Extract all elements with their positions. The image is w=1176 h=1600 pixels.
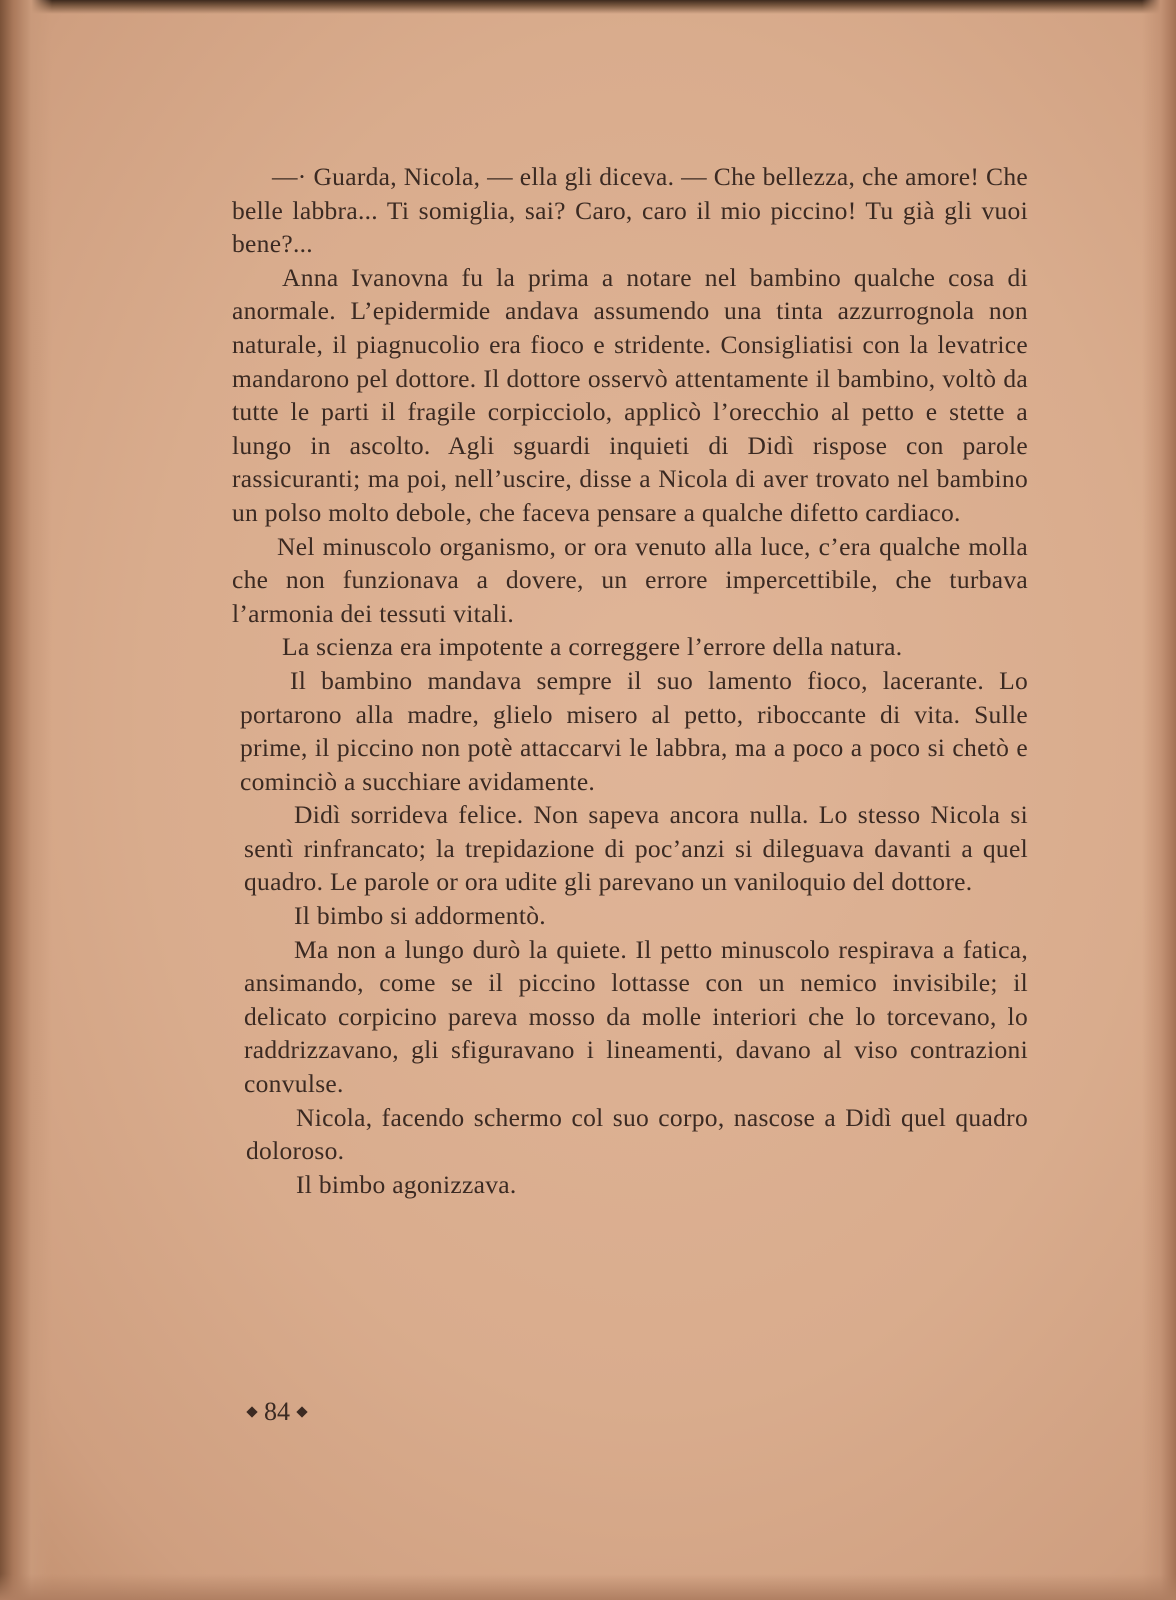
paragraph: Il bambino mandava sempre il suo lamento fioco, lacerante. Lo portarono alla madre, glielo misero al petto, riboccante di vita. Sulle prime, il piccino non potè attaccarvi le labbra, ma a poco a poco si chetò e cominciò a succhiare avidamente.	[240, 665, 1028, 796]
body-text	[232, 160, 1028, 1201]
paragraph: Ma non a lungo durò la quiete. Il petto minuscolo respirava a fatica, ansimando, come se il piccino lottasse con un nemico invisibile; il delicato corpicino pareva mosso da molle interiori che lo torcevano, lo raddrizzavano, gli sfiguravano i lineamenti, davano al viso contrazioni convulse.	[244, 934, 1028, 1099]
paragraph: —· Guarda, Nicola, — ella gli diceva. — Che bellezza, che amore! Che belle labbra... Ti somiglia, sai? Caro, caro il mio piccino! Tu già gli vuoi bene?...	[232, 162, 1028, 259]
diamond-ornament-icon	[296, 1406, 307, 1417]
diamond-ornament-icon	[246, 1406, 257, 1417]
page-number	[248, 1397, 306, 1427]
paragraph: Anna Ivanovna fu la prima a notare nel bambino qualche cosa di anormale. L’epidermide andava assumendo una tinta azzurrognola non naturale, il piagnucolio era fioco e stridente. Consigliatisi con la levatrice mandarono pel dottore. Il dottore osservò attentamente il bambino, voltò da tutte le parti il fragile corpicciolo, applicò l’orecchio al petto e stette a lungo in ascolto. Agli sguardi inquieti di Didì rispose con parole rassicuranti; ma poi, nell’uscire, disse a Nicola di aver trovato nel bambino un polso molto debole, che faceva pensare a qualche difetto cardiaco.	[232, 262, 1028, 527]
page-edge-left	[0, 0, 52, 1600]
paragraph: Didì sorrideva felice. Non sapeva ancora nulla. Lo stesso Nicola si sentì rinfrancato; la trepidazione di poc’anzi si dileguava davanti a quel quadro. Le parole or ora udite gli parevano un vaniloquio del dottore.	[244, 800, 1028, 897]
paragraph: Nel minuscolo organismo, or ora venuto alla luce, c’era qualche molla che non funzionava a dovere, un errore impercettibile, che turbava l’armonia dei tessuti vitali.	[232, 531, 1028, 628]
page-edge-top	[0, 0, 1176, 14]
paragraph: La scienza era impotente a correggere l’errore della natura.	[282, 632, 903, 662]
page-edge-right	[1142, 0, 1176, 1600]
paragraph: Il bimbo si addormentò.	[294, 901, 546, 931]
page-edge-bottom	[0, 1574, 1176, 1600]
paragraph: Il bimbo agonizzava.	[296, 1169, 517, 1199]
paragraph: Nicola, facendo schermo col suo corpo, nascose a Didì quel quadro doloroso.	[246, 1102, 1028, 1166]
page-number-text: 84	[264, 1397, 290, 1426]
